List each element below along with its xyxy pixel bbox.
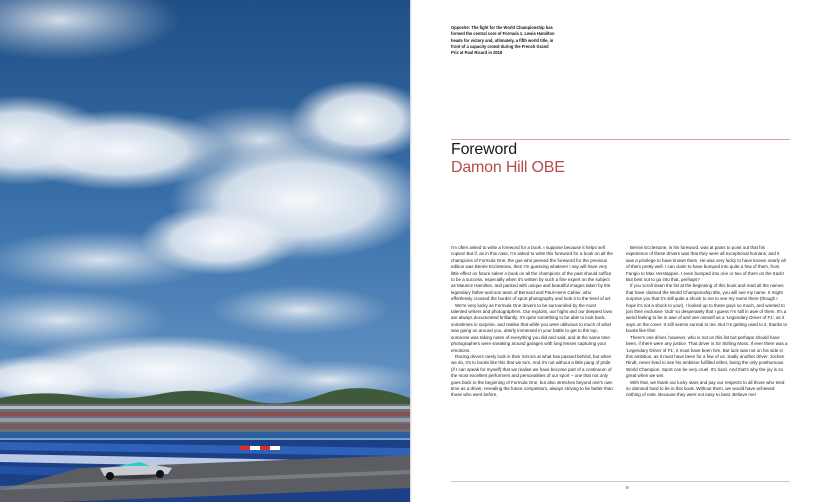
author-name: Damon Hill OBE [451,159,565,176]
paragraph: We're very lucky as Formula One drivers to be surrounded by the most talented writers and photographers. Our exploits, our highs and our deepest lows are always documented brilliantly. It's quite something to be able to look back, sometimes in surprise, and realise that while you were oblivious to much of what was going on around you, utterly immersed in your battle to get to the top, someone was taking notes of everything you did and said, and at the same time photographers were sneaking around garages with long lenses capturing your emotions. [451,302,613,353]
paragraph: With that, we thank our lucky stars and pay our respects to all those who tried so damned hard to be in this book. Without them, we would have achieved nothing of note. Because they were not easy to beat. Believe me! [626,379,785,398]
paragraph: Racing drivers rarely look in their mirrors at what has passed behind, but when we do, it's to books like this that we turn. And it's not without a little pang of pride (if I can speak for myself) that we realise we have become part of a continuum of the most excellent performers and personalities of our sport – one that not only goes back to the beginning of Formula One, but also stretches beyond one's own time as a driver, revealing the future competitors, always striving to be better than those who went before. [451,353,613,398]
footer-rule [451,481,790,482]
paragraph: If you scroll down the list at the beginning of this book and read all the names that have claimed the World Championship title, you will see my name. It might surprise you that it's still quite a shock to me to see my name there (though I hope it's not a shock to you!). I looked up to these guys so much, and wanted to join their exclusive 'club' so desperately that I guess I'm still in awe of them. It's a weird feeling to be in awe of and see oneself as a 'Legendary Driver of F1', as it says on the cover. It still seems surreal to me. But I'm getting used to it, thanks to books like this! [626,283,788,334]
text-column-left [451,245,613,399]
paragraph: There's one driver, however, who is not on this list but perhaps should have been, if there were any justice. That driver is Sir Stirling Moss. If ever there was a 'Legendary Driver of F1', it must have been him. But luck was not on his side in this ambition, as it must have been for a few of us. Sadly another driver, Jochen Rindt, never lived to see his ambition fulfilled either, being the only posthumous World Champion. Sport can be very cruel. It's hard. And that's why the joy is so great when we win. [626,334,788,379]
page-number: 9 [626,485,629,490]
page-title: Foreword [451,141,517,158]
caption-text: Opposite: The fight for the World Championship has formed the central core of Formula 1. Lewis Hamilton heads for victory and, ultimately, a fifth world title, in front of a capacity crowd during the French Grand Prix at Paul Ricard in 2018 [451,25,555,56]
page-gutter [410,0,412,502]
text-column-right [626,245,788,399]
photo-caption [451,25,555,56]
heading-rule [451,139,790,140]
paragraph: Bernie Ecclestone, in his foreword, was at pains to point out that his experience of these drivers was that they were all exceptional humans, and it was a privilege to have known them. He was very lucky to have known nearly all of them pretty well. I can claim to have bumped into quite a few of them, from Fangio to Max Verstappen. I even bumped into one or two of them on the track! But best not to go into that, perhaps? [626,245,786,283]
paragraph: I'm often asked to write a foreword for a book. I suppose because it helps sell copies! But if, as in this case, I'm asked to write this foreword for a book on all the champions of Formula One, the gue who penned the foreword for the previous edition was Bernie Ecclestone, then I'm guessing whatever I say will have very little effect on future sales! A book on all the champions of the past should suffice to be a success, especially when it's written by such a fine expert on the subject as Maurice Hamilton, and packed with unique and beautiful images taken by the legendary father-and-son team of Bernard and Paul-Henri Cahier, who effortlessly crossed the border of sport photography and took it to the level of art. [451,245,613,302]
